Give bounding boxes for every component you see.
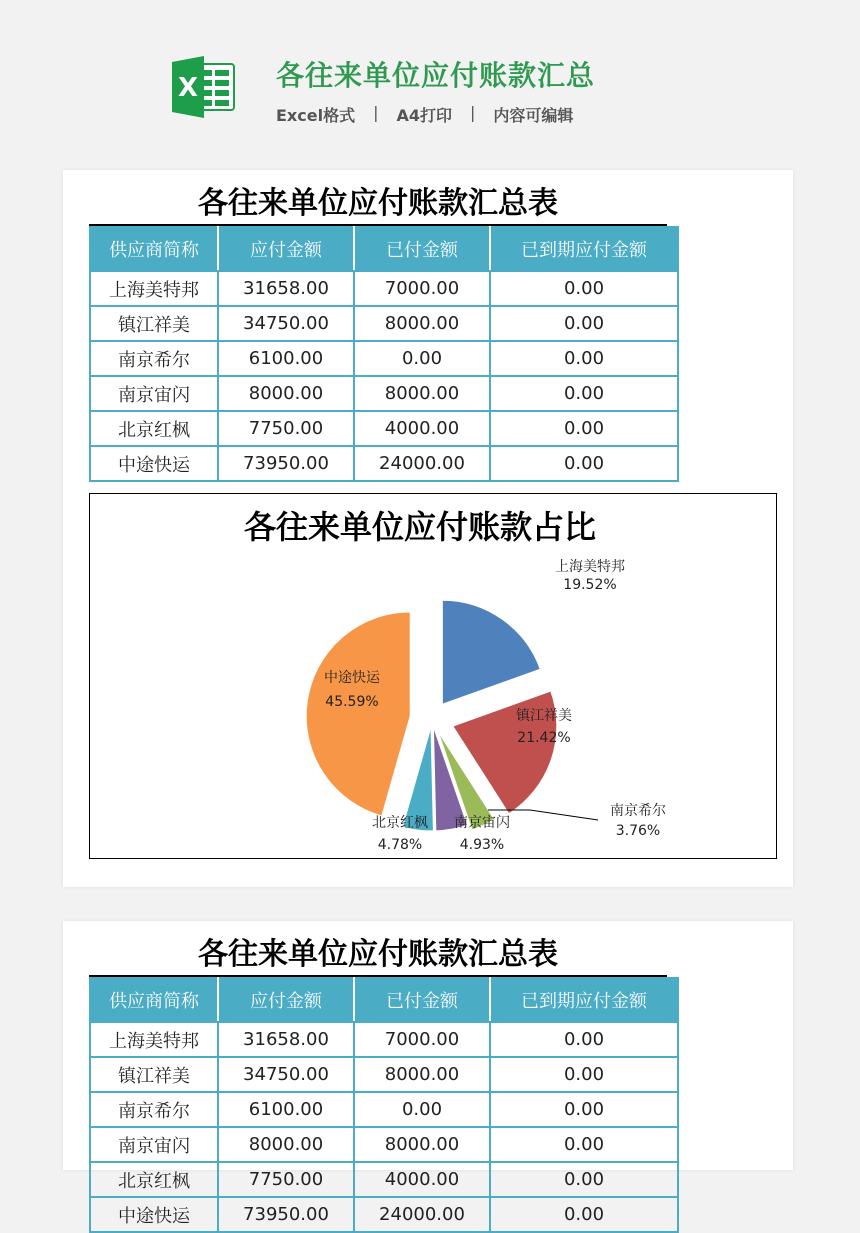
- table-row: [90, 341, 678, 376]
- table-cell: 0.00: [490, 446, 678, 481]
- table-cell: 73950.00: [218, 1197, 354, 1232]
- table-cell: 南京希尔: [90, 1092, 218, 1127]
- table-cell: 7000.00: [354, 271, 490, 306]
- table-row: [90, 1127, 678, 1162]
- table-row: [90, 1197, 678, 1232]
- table-cell: 0.00: [490, 411, 678, 446]
- chart-title: 各往来单位应付账款占比: [243, 508, 597, 546]
- sheet-title: 各往来单位应付账款汇总表: [89, 935, 667, 977]
- table-cell: 0.00: [490, 1022, 678, 1057]
- table-cell: 8000.00: [354, 306, 490, 341]
- slice-percent-label: 45.59%: [325, 694, 379, 710]
- table-cell: 南京宙闪: [90, 1127, 218, 1162]
- table-cell: 24000.00: [354, 1197, 490, 1232]
- column-header: 供应商简称: [90, 978, 218, 1022]
- table-row: [90, 271, 678, 306]
- table-cell: 中途快运: [90, 446, 218, 481]
- pie-slice: [306, 612, 410, 816]
- table-cell: 0.00: [354, 341, 490, 376]
- table-row: [90, 1022, 678, 1057]
- table-cell: 8000.00: [218, 1127, 354, 1162]
- table-cell: 7000.00: [354, 1022, 490, 1057]
- table-cell: 34750.00: [218, 1057, 354, 1092]
- pie-slice: [442, 600, 540, 704]
- table-cell: 中途快运: [90, 1197, 218, 1232]
- column-header: 应付金额: [218, 227, 354, 271]
- tag-print: A4打印: [396, 106, 452, 125]
- slice-name-label: 上海美特邦: [555, 559, 625, 575]
- pie-chart: [89, 493, 777, 859]
- slice-percent-label: 19.52%: [563, 577, 617, 593]
- table-cell: 4000.00: [354, 1162, 490, 1197]
- column-header: 已到期应付金额: [490, 978, 678, 1022]
- column-header: 已付金额: [354, 978, 490, 1022]
- table-row: [90, 376, 678, 411]
- table-cell: 0.00: [354, 1092, 490, 1127]
- table-row: [90, 1092, 678, 1127]
- table-cell: 8000.00: [354, 376, 490, 411]
- table-cell: 8000.00: [354, 1127, 490, 1162]
- table-cell: 0.00: [490, 376, 678, 411]
- table-cell: 0.00: [490, 1092, 678, 1127]
- table-row: [90, 306, 678, 341]
- banner-title: 各往来单位应付账款汇总: [276, 59, 596, 92]
- table-cell: 7750.00: [218, 1162, 354, 1197]
- table-cell: 0.00: [490, 341, 678, 376]
- table-cell: 73950.00: [218, 446, 354, 481]
- slice-percent-label: 3.76%: [615, 823, 661, 839]
- summary-table: [89, 977, 679, 1233]
- tag-separator: |: [373, 103, 379, 122]
- table-cell: 31658.00: [218, 271, 354, 306]
- table-cell: 镇江祥美: [90, 306, 218, 341]
- banner-tags: [276, 103, 573, 126]
- table-row: [90, 411, 678, 446]
- slice-name-label: 镇江祥美: [516, 708, 572, 724]
- table-cell: 南京宙闪: [90, 376, 218, 411]
- table-cell: 北京红枫: [90, 1162, 218, 1197]
- table-cell: 8000.00: [354, 1057, 490, 1092]
- slice-name-label: 北京红枫: [372, 815, 428, 831]
- column-header: 供应商简称: [90, 227, 218, 271]
- table-row: [90, 1057, 678, 1092]
- tag-format: Excel格式: [276, 106, 356, 125]
- table-cell: 上海美特邦: [90, 1022, 218, 1057]
- column-header: 应付金额: [218, 978, 354, 1022]
- table-row: [90, 446, 678, 481]
- table-header-row: [90, 978, 678, 1022]
- table-cell: 0.00: [490, 1162, 678, 1197]
- sheet-preview-2: [63, 921, 793, 1227]
- pie-chart-svg: [90, 494, 776, 858]
- slice-percent-label: 4.93%: [459, 837, 505, 853]
- table-cell: 6100.00: [218, 1092, 354, 1127]
- table-cell: 31658.00: [218, 1022, 354, 1057]
- table-cell: 4000.00: [354, 411, 490, 446]
- header-banner: [0, 0, 860, 160]
- sheet-title: 各往来单位应付账款汇总表: [89, 184, 667, 226]
- table-cell: 34750.00: [218, 306, 354, 341]
- table-row: [90, 1162, 678, 1197]
- table-cell: 0.00: [490, 1197, 678, 1232]
- table-cell: 8000.00: [218, 376, 354, 411]
- slice-name-label: 南京宙闪: [454, 815, 510, 831]
- table-cell: 北京红枫: [90, 411, 218, 446]
- slice-percent-label: 21.42%: [517, 730, 571, 746]
- logo-letter: X: [177, 73, 199, 103]
- slice-percent-label: 4.78%: [377, 837, 423, 853]
- table-cell: 镇江祥美: [90, 1057, 218, 1092]
- table-cell: 0.00: [490, 271, 678, 306]
- sheet-preview-1: [63, 170, 793, 887]
- table-cell: 上海美特邦: [90, 271, 218, 306]
- slice-name-label: 南京希尔: [610, 803, 666, 819]
- column-header: 已到期应付金额: [490, 227, 678, 271]
- slice-name-label: 中途快运: [324, 670, 380, 686]
- column-header: 已付金额: [354, 227, 490, 271]
- tag-editable: 内容可编辑: [493, 106, 574, 125]
- excel-logo-icon: [170, 56, 236, 118]
- table-cell: 7750.00: [218, 411, 354, 446]
- table-cell: 6100.00: [218, 341, 354, 376]
- summary-table: [89, 226, 679, 482]
- table-cell: 24000.00: [354, 446, 490, 481]
- table-cell: 0.00: [490, 1127, 678, 1162]
- table-header-row: [90, 227, 678, 271]
- table-cell: 0.00: [490, 1057, 678, 1092]
- tag-separator: |: [470, 103, 476, 122]
- table-cell: 0.00: [490, 306, 678, 341]
- table-cell: 南京希尔: [90, 341, 218, 376]
